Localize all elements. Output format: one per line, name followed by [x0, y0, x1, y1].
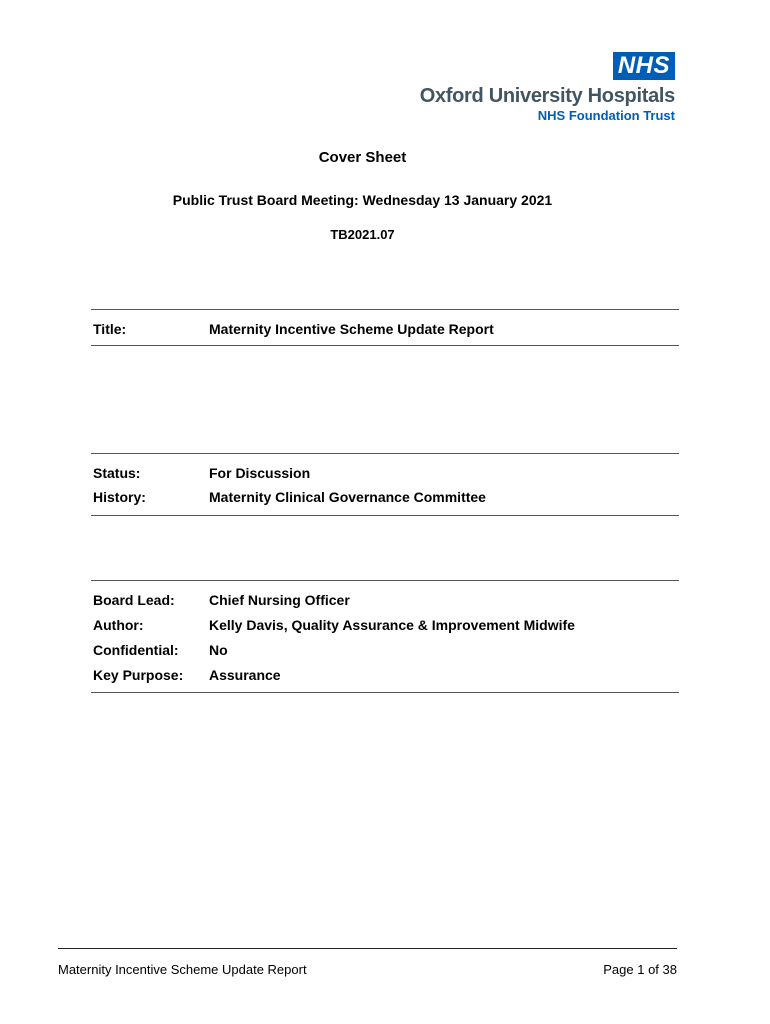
board-lead-value: Chief Nursing Officer	[209, 592, 350, 608]
nhs-trust-logo	[420, 52, 675, 124]
divider	[91, 453, 679, 454]
title-value: Maternity Incentive Scheme Update Report	[209, 321, 494, 337]
meeting-heading: Public Trust Board Meeting: Wednesday 13 January 2021	[172, 192, 553, 208]
divider	[91, 515, 679, 516]
footer-page-number: Page 1 of 38	[603, 962, 677, 977]
divider	[91, 309, 679, 310]
title-row	[93, 320, 494, 338]
organisation-subtitle: NHS Foundation Trust	[537, 108, 675, 123]
status-row	[93, 464, 310, 482]
divider	[91, 692, 679, 693]
key-purpose-row	[93, 666, 281, 684]
author-label: Author:	[93, 617, 144, 633]
board-lead-row	[93, 591, 350, 609]
confidential-value: No	[209, 642, 228, 658]
title-label: Title:	[93, 321, 127, 337]
status-value: For Discussion	[209, 465, 311, 481]
footer-divider	[58, 948, 677, 949]
page-title: Cover Sheet	[318, 149, 407, 166]
confidential-row	[93, 641, 228, 659]
history-row	[93, 488, 486, 506]
board-lead-label: Board Lead:	[93, 592, 175, 608]
organisation-name: Oxford University Hospitals	[419, 85, 675, 107]
divider	[91, 345, 679, 346]
status-label: Status:	[93, 465, 141, 481]
nhs-logo-box: NHS	[613, 52, 675, 80]
key-purpose-label: Key Purpose:	[93, 667, 184, 683]
confidential-label: Confidential:	[93, 642, 179, 658]
author-value: Kelly Davis, Quality Assurance & Improvement Midwife	[209, 617, 575, 633]
footer-document-title: Maternity Incentive Scheme Update Report	[58, 962, 307, 977]
history-value: Maternity Clinical Governance Committee	[209, 489, 486, 505]
document-reference: TB2021.07	[330, 227, 395, 242]
divider	[91, 580, 679, 581]
author-row	[93, 616, 575, 634]
history-label: History:	[93, 489, 146, 505]
key-purpose-value: Assurance	[209, 667, 281, 683]
